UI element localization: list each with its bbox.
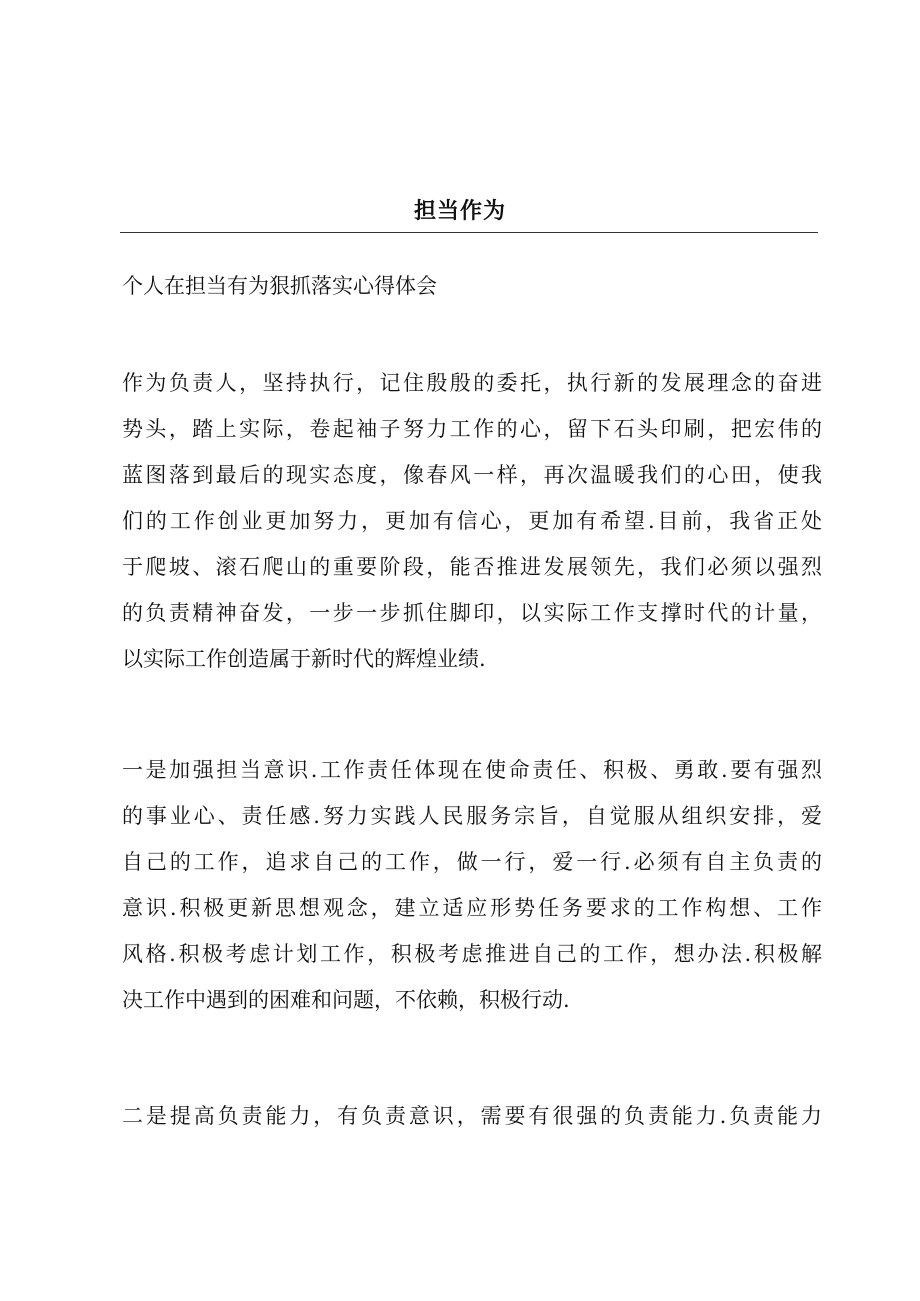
paragraph-intro [122,360,822,682]
paragraph-point-two [122,1093,822,1139]
paragraph-line: 的事业心、责任感.努力实践人民服务宗旨，自觉服从组织安排，爱 [122,804,822,828]
paragraph-line: 的负责精神奋发，一步一步抓住脚印，以实际工作支撑时代的计量， [122,601,822,625]
paragraph-line: 以实际工作创造属于新时代的辉煌业绩. [122,647,486,671]
paragraph-point-one [122,747,822,1023]
paragraph-line: 风格.积极考虑计划工作，积极考虑推进自己的工作，想办法.积极解 [122,942,822,966]
paragraph-line: 意识.积极更新思想观念，建立适应形势任务要求的工作构想、工作 [122,896,822,920]
paragraph-line: 们的工作创业更加努力，更加有信心，更加有希望.目前，我省正处 [122,509,822,533]
paragraph-line: 一是加强担当意识.工作责任体现在使命责任、积极、勇敢.要有强烈 [122,758,822,782]
paragraph-line: 决工作中遇到的困难和问题，不依赖，积极行动. [122,988,570,1012]
paragraph-line: 自己的工作，追求自己的工作，做一行，爱一行.必须有自主负责的 [122,850,822,874]
page-title: 担当作为 [413,199,506,224]
paragraph-line: 势头，踏上实际，卷起袖子努力工作的心，留下石头印刷，把宏伟的 [122,417,822,441]
paragraph-line: 于爬坡、滚石爬山的重要阶段，能否推进发展领先，我们必须以强烈 [122,555,822,579]
paragraph-line: 蓝图落到最后的现实态度，像春风一样，再次温暖我们的心田，使我 [122,463,822,487]
paragraph-line: 作为负责人，坚持执行，记住殷殷的委托，执行新的发展理念的奋进 [122,371,822,395]
title-divider [120,232,818,233]
paragraph-line: 二是提高负责能力，有负责意识，需要有很强的负责能力.负责能力 [122,1104,822,1128]
document-subtitle: 个人在担当有为狠抓落实心得体会 [122,274,437,298]
